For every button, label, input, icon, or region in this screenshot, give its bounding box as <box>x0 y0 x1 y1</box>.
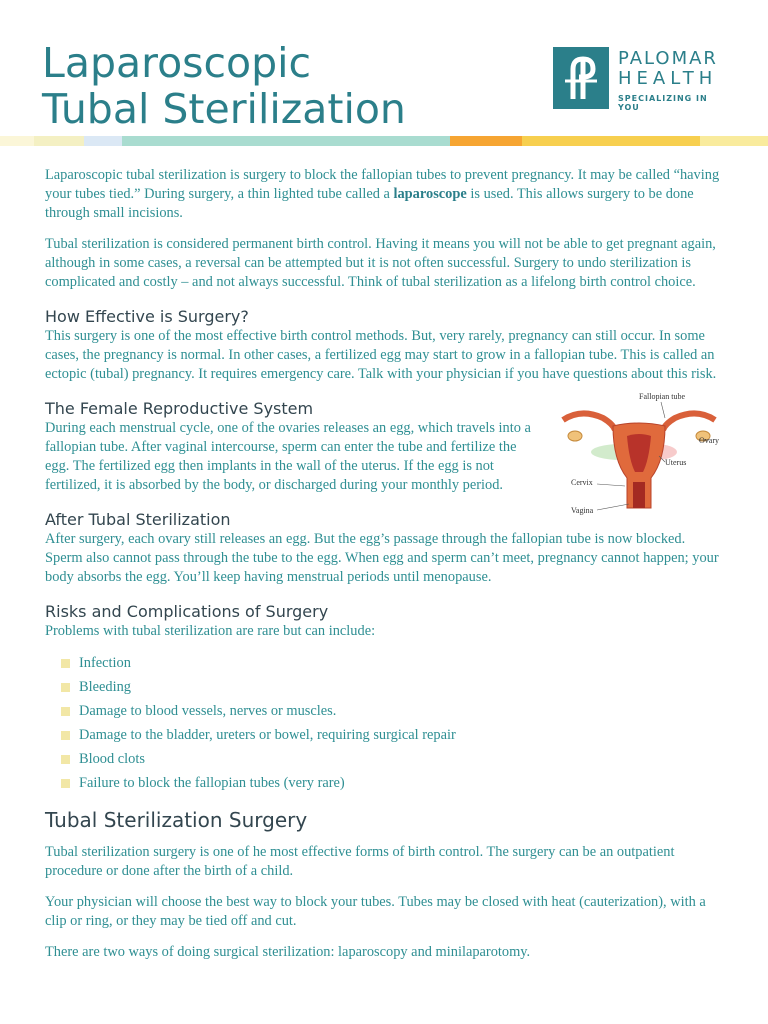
band-segment <box>700 136 768 146</box>
section-heading-reproductive: The Female Reproductive System <box>45 399 314 418</box>
logo-mark-icon <box>553 47 609 109</box>
intro-paragraph-1 <box>45 166 725 223</box>
risks-intro: Problems with tubal sterilization are rare but can include: <box>45 623 376 639</box>
band-segment <box>522 136 700 146</box>
laparoscope-keyword: laparoscope <box>393 186 467 202</box>
color-band <box>0 136 768 146</box>
surgery-paragraph-2: Your physician will choose the best way to block your tubes. Tubes may be closed with heat (cauterization), with a clip or ring, or they may be tied off and cut. <box>45 894 706 929</box>
effective-paragraph: This surgery is one of the most effective birth control methods. But, very rarely, pregnancy can still occur. In some cases, the pregnancy is normal. In other cases, a fertilized egg may start to grow in a fallopian tube. This is called an ectopic (tubal) pregnancy. It requires emergency care. Talk with your physician if you have questions about this risk. <box>45 328 717 382</box>
list-item <box>45 699 725 723</box>
uterus-illustration-icon <box>553 390 725 515</box>
risks-list <box>45 651 725 795</box>
logo-tagline: SPECIALIZING IN YOU <box>618 94 708 112</box>
list-item <box>45 747 725 771</box>
bullet-icon <box>61 755 70 764</box>
list-item <box>45 771 725 795</box>
list-item-text: Infection <box>79 655 131 671</box>
list-item-text: Bleeding <box>79 679 131 695</box>
page-title-line1: Laparoscopic <box>42 39 312 87</box>
list-item <box>45 723 725 747</box>
logo-name-line1: PALOMAR <box>618 48 718 69</box>
band-segment <box>122 136 450 146</box>
label-ovary: Ovary <box>699 436 719 445</box>
bullet-icon <box>61 707 70 716</box>
band-segment <box>84 136 122 146</box>
list-item <box>45 675 725 699</box>
surgery-paragraph-1: Tubal sterilization surgery is one of he most effective forms of birth control. The surgery can be an outpatient procedure or done after the birth of a child. <box>45 844 675 879</box>
page-title-line2: Tubal Sterilization <box>42 85 406 133</box>
intro-paragraph-2: Tubal sterilization is considered permanent birth control. Having it means you will not be able to get pregnant again, although in some cases, a reversal can be attempted but it is not often successful. Surgery to undo sterilization is complicated and costly – and not always successful. Think of tubal sterilization as a lifelong birth control choice. <box>45 236 716 290</box>
page-title <box>42 40 406 132</box>
label-cervix: Cervix <box>571 478 593 487</box>
list-item <box>45 651 725 675</box>
list-item-text: Damage to the bladder, ureters or bowel, requiring surgical repair <box>79 727 456 743</box>
label-fallopian-tube: Fallopian tube <box>639 392 685 401</box>
section-heading-effective: How Effective is Surgery? <box>45 307 249 326</box>
reproductive-system-figure <box>553 390 725 515</box>
bullet-icon <box>61 779 70 788</box>
after-paragraph: After surgery, each ovary still releases an egg. But the egg’s passage through the fallopian tube is now blocked. Sperm also cannot pass through the tube to the egg. When egg and sperm can’t meet, pregnancy cannot happen; your body absorbs the egg. You’ll keep having menstrual periods until menopause. <box>45 531 719 585</box>
label-uterus: Uterus <box>665 458 687 467</box>
label-vagina: Vagina <box>571 506 594 515</box>
article-body <box>45 166 725 974</box>
bullet-icon <box>61 683 70 692</box>
intro-text: is used. This allows surgery to be done through small incisions. <box>45 186 694 221</box>
surgery-paragraph-3: There are two ways of doing surgical sterilization: laparoscopy and minilaparotomy. <box>45 944 531 960</box>
intro-text: Laparoscopic tubal sterilization is surgery to block the fallopian tubes to prevent pregnancy. It may be called “having your tubes tied.” During surgery, a thin lighted tube called a <box>45 167 720 202</box>
section-heading-risks: Risks and Complications of Surgery <box>45 602 329 621</box>
list-item-text: Failure to block the fallopian tubes (very rare) <box>79 775 345 791</box>
section-heading-surgery: Tubal Sterilization Surgery <box>45 808 308 832</box>
reproductive-paragraph: During each menstrual cycle, one of the ovaries releases an egg, which travels into a fallopian tube. After vaginal intercourse, sperm can enter the tube and fertilize the egg. The fertilized egg then implants in the wall of the uterus. If the egg is not fertilized, it is absorbed by the body, or discharged during your monthly period. <box>45 420 531 493</box>
bullet-icon <box>61 731 70 740</box>
list-item-text: Blood clots <box>79 751 145 767</box>
logo-name-line2: HEALTH <box>618 68 718 89</box>
bullet-icon <box>61 659 70 668</box>
band-segment <box>450 136 522 146</box>
section-heading-after: After Tubal Sterilization <box>45 510 231 529</box>
band-segment <box>0 136 34 146</box>
band-segment <box>34 136 84 146</box>
list-item-text: Damage to blood vessels, nerves or muscles. <box>79 703 337 719</box>
palomar-health-logo <box>553 47 733 111</box>
